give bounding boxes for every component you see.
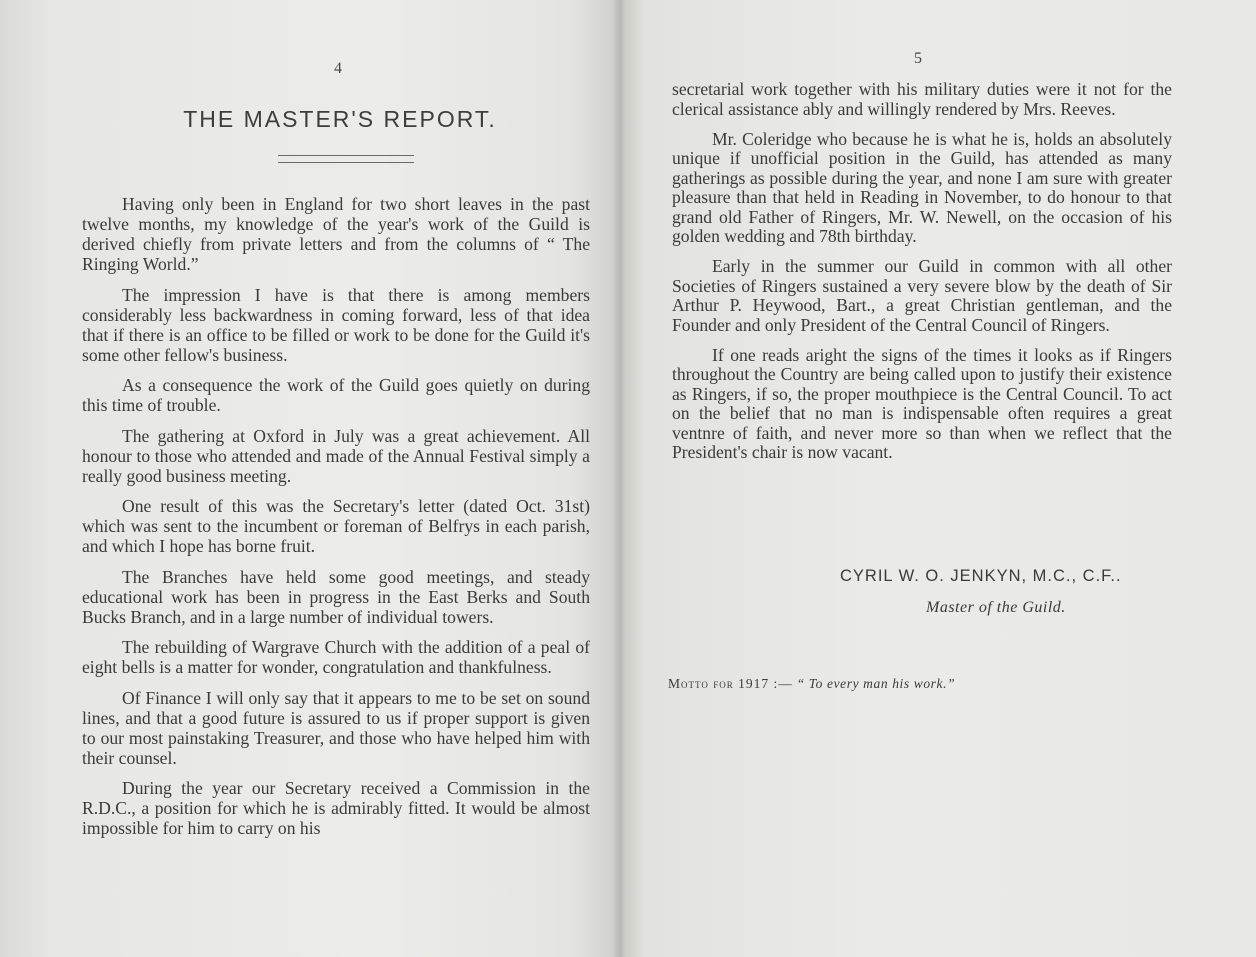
left-body-text (82, 194, 590, 849)
motto-text: “ To every man his work.” (796, 676, 956, 691)
paragraph: The rebuilding of Wargrave Church with the addition of a peal of eight bells is a matter for wonder, congratulation and thankfulness. (82, 637, 590, 677)
paragraph: The impression I have is that there is among members considerably less backwardness in coming forward, less of that idea that if there is an office to be filled or work to be done for the Guild it's some other fellow's business. (82, 284, 590, 365)
paragraph-continuation: secretarial work together with his military duties were it not for the clerical assistance ably and willingly rendered by Mrs. Reeves. (672, 79, 1172, 119)
title-double-rule (278, 155, 414, 163)
right-page (620, 0, 1256, 957)
book-gutter (612, 0, 626, 957)
motto (668, 676, 955, 692)
report-title: THE MASTER'S REPORT. (183, 106, 497, 132)
paragraph: Mr. Coleridge who because he is what he is, holds an absolutely unique if unofficial position in the Guild, has attended as many gatherings as possible during the year, and none I am sure with greater pleasure than that held in Reading in November, to do honour to that grand old Father of Ringers, Mr. W. Newell, on the occasion of his golden wedding and 78th birthday. (672, 128, 1172, 246)
page-number: 4 (334, 60, 342, 77)
right-body-text (672, 80, 1172, 473)
paragraph: As a consequence the work of the Guild goes quietly on during this time of trouble. (82, 375, 590, 415)
paragraph: One result of this was the Secretary's letter (dated Oct. 31st) which was sent to the incumbent or foreman of Belfrys in each parish, and which I hope has borne fruit. (82, 496, 590, 556)
paragraph: The Branches have held some good meetings, and steady educational work has been in progress in the East Berks and South Bucks Branch, and in a large number of individual towers. (82, 566, 590, 627)
paragraph: If one reads aright the signs of the times it looks as if Ringers throughout the Country are being called upon to justify their existence as Ringers, if so, the proper mouthpiece is the Central Council. To act on the belief that no man is indispensable often requires a great ventnre of faith, and never more so than when we reflect that the President's chair is now vacant. (672, 344, 1172, 462)
paragraph: During the year our Secretary received a Commission in the R.D.C., a position for which he is admirably fitted. It would be almost impossible for him to carry on his (82, 778, 590, 838)
signature-name: CYRIL W. O. JENKYN, M.C., C.F.. (840, 567, 1122, 585)
paragraph: The gathering at Oxford in July was a great achievement. All honour to those who attended and made of the Annual Festival simply a really good business meeting. (82, 425, 590, 486)
motto-label: Motto for 1917 :— (668, 676, 793, 691)
page-number: 5 (914, 50, 922, 67)
signature-role: Master of the Guild. (926, 599, 1066, 616)
left-page (0, 0, 620, 957)
paragraph: Of Finance I will only say that it appears to me to be set on sound lines, and that a good future is assured to us if proper support is given to our most painstaking Treasurer, and those who have helped him with their counsel. (82, 687, 590, 768)
paragraph: Having only been in England for two short leaves in the past twelve months, my knowledge of the year's work of the Guild is derived chiefly from private letters and from the columns of “ The Ringing World.” (82, 194, 590, 274)
paragraph: Early in the summer our Guild in common with all other Societies of Ringers sustained a very severe blow by the death of Sir Arthur P. Heywood, Bart., a great Christian gentleman, and the Founder and only President of the Central Council of Ringers. (672, 256, 1172, 335)
